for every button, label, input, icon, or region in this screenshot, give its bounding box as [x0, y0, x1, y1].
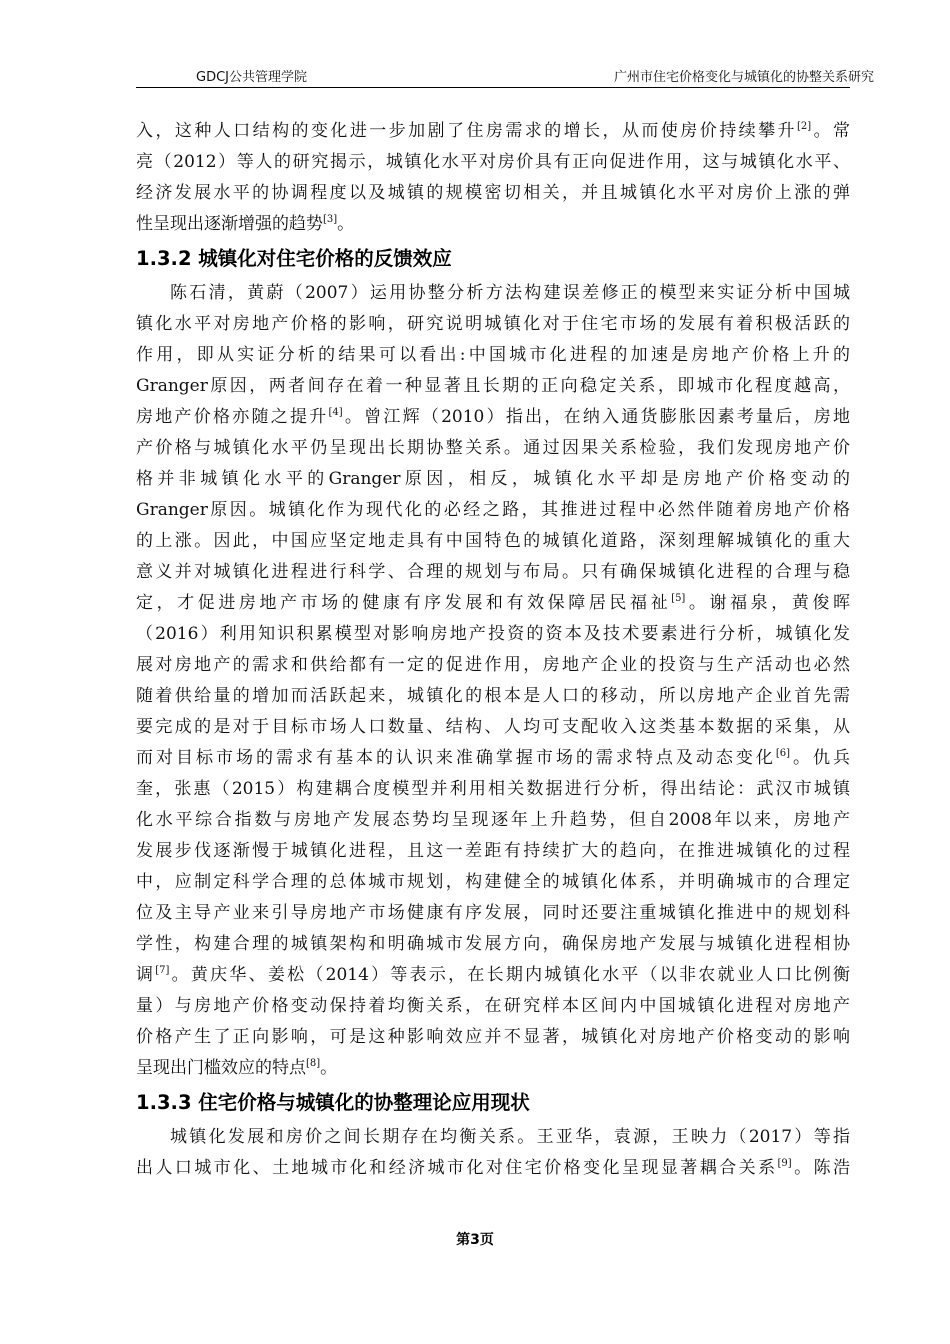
text-segment: 量）与房地产价格变动保持着均衡关系，在研究样本区间内中国城镇化进程对房地产 [136, 996, 850, 1016]
text-line [136, 867, 850, 898]
text-segment: 。 [320, 1058, 338, 1078]
text-line [136, 402, 850, 433]
citation-ref: [5] [671, 593, 686, 604]
text-segment: 格并非城镇化水平的Granger原因，相反，城镇化水平却是房地产价格变动的 [136, 469, 850, 489]
text-line [136, 805, 850, 836]
text-segment: 而对目标市场的需求有基本的认识来准确掌握市场的需求特点及动态变化 [136, 748, 776, 768]
text-segment: 展对房地产的需求和供给都有一定的促进作用，房地产企业的投资与生产活动也必然 [136, 655, 850, 675]
text-segment: 。谢福泉，黄俊晖 [685, 593, 851, 613]
text-segment: 化水平综合指数与房地产发展态势均呈现逐年上升趋势，但自2008年以来，房地产 [136, 810, 850, 830]
citation-ref: [9] [777, 1158, 792, 1169]
text-segment: 。常 [811, 121, 851, 141]
text-line [136, 278, 850, 309]
text-segment: 。仇兵 [790, 748, 851, 768]
text-line [136, 898, 850, 929]
text-line [136, 340, 850, 371]
text-segment: 性呈现出逐渐增强的趋势 [136, 214, 323, 234]
body-text [136, 116, 850, 1184]
text-line [136, 433, 850, 464]
citation-ref: [8] [306, 1058, 321, 1069]
text-segment: 产价格与城镇化水平仍呈现出长期协整关系。通过因果关系检验，我们发现房地产价 [136, 438, 850, 458]
text-segment: 中，应制定科学合理的总体城市规划，构建健全的城镇化体系，并明确城市的合理定 [136, 872, 850, 892]
text-segment: 房地产价格亦随之提升 [136, 407, 329, 427]
text-line [136, 1053, 850, 1084]
text-segment: 意义并对城镇化进程进行科学、合理的规划与布局。只有确保城镇化进程的合理与稳 [136, 562, 850, 582]
text-segment: 学性，构建合理的城镇架构和明确城市发展方向，确保房地产发展与城镇化进程相协 [136, 934, 850, 954]
text-segment: 。曾江辉（2010）指出，在纳入通货膨胀因素考量后，房地 [342, 407, 851, 427]
text-line [136, 1153, 850, 1184]
text-segment: 呈现出门槛效应的特点 [136, 1058, 306, 1078]
text-segment: Granger原因，两者间存在着一种显著且长期的正向稳定关系，即城市化程度越高， [136, 376, 850, 396]
text-segment: Granger原因。城镇化作为现代化的必经之路，其推进过程中必然伴随着房地产价格 [136, 500, 850, 520]
text-segment: 随着供给量的增加而活跃起来，城镇化的根本是人口的移动，所以房地产企业首先需 [136, 686, 850, 706]
text-line [136, 774, 850, 805]
text-segment: 位及主导产业来引导房地产市场健康有序发展，同时还要注重城镇化推进中的规划科 [136, 903, 850, 923]
citation-ref: [6] [775, 748, 791, 759]
text-line [136, 991, 850, 1022]
citation-ref: [4] [328, 407, 343, 418]
text-segment: 出人口城市化、土地城市化和经济城市化对住宅价格变化呈现显著耦合关系 [136, 1158, 778, 1178]
text-line [136, 464, 850, 495]
text-segment: 经济发展水平的协调程度以及城镇的规模密切相关，并且城镇化水平对房价上涨的弹 [136, 183, 850, 203]
section-heading: 1.3.2 城镇化对住宅价格的反馈效应 [136, 247, 452, 270]
text-line [136, 116, 850, 147]
header-institution: GDCJ公共管理学院 [196, 70, 307, 85]
text-segment: 。 [337, 214, 355, 234]
text-line [136, 650, 850, 681]
text-segment: 陈石清，黄蔚（2007）运用协整分析方法构建误差修正的模型来实证分析中国城 [170, 283, 850, 303]
header-title: 广州市住宅价格变化与城镇化的协整关系研究 [613, 70, 874, 85]
text-segment: 作用，即从实证分析的结果可以看出:中国城市化进程的加速是房地产价格上升的 [136, 345, 850, 365]
section-heading: 1.3.3 住宅价格与城镇化的协整理论应用现状 [136, 1091, 530, 1114]
text-segment: 调 [136, 965, 156, 985]
text-line [136, 209, 850, 240]
header-rule [136, 87, 850, 88]
text-segment: 入，这种人口结构的变化进一步加剧了住房需求的增长，从而使房价持续攀升 [136, 121, 797, 141]
text-segment: 城镇化发展和房价之间长期存在均衡关系。王亚华，袁源，王映力（2017）等指 [170, 1127, 850, 1147]
text-line [136, 1122, 850, 1153]
text-line [136, 681, 850, 712]
text-segment: 的上涨。因此，中国应坚定地走具有中国特色的城镇化道路，深刻理解城镇化的重大 [136, 531, 850, 551]
text-line [136, 557, 850, 588]
text-segment: 。陈浩 [791, 1158, 851, 1178]
text-line [136, 495, 850, 526]
citation-ref: [3] [323, 214, 338, 225]
text-line [136, 588, 850, 619]
text-line [136, 960, 850, 991]
text-line [136, 1022, 850, 1053]
text-line [136, 619, 850, 650]
text-line [136, 309, 850, 340]
text-segment: 亮（2012）等人的研究揭示，城镇化水平对房价具有正向促进作用，这与城镇化水平、 [136, 152, 850, 172]
text-line [136, 371, 850, 402]
text-segment: 要完成的是对于目标市场人口数量、结构、人均可支配收入这类基本数据的采集，从 [136, 717, 850, 737]
text-segment: 。黄庆华、姜松（2014）等表示，在长期内城镇化水平（以非农就业人口比例衡 [169, 965, 851, 985]
text-line [136, 836, 850, 867]
text-segment: （2016）利用知识积累模型对影响房地产投资的资本及技术要素进行分析，城镇化发 [136, 624, 850, 644]
text-line [136, 743, 850, 774]
citation-ref: [2] [796, 121, 812, 132]
text-line [136, 147, 850, 178]
text-segment: 奎，张惠（2015）构建耦合度模型并利用相关数据进行分析，得出结论：武汉市城镇 [136, 779, 850, 799]
citation-ref: [7] [155, 965, 170, 976]
text-segment: 定，才促进房地产市场的健康有序发展和有效保障居民福祉 [136, 593, 672, 613]
text-segment: 价格产生了正向影响，可是这种影响效应并不显著，城镇化对房地产价格变动的影响 [136, 1027, 850, 1047]
page-number: 第3页 [456, 1232, 494, 1248]
text-line [136, 178, 850, 209]
text-line [136, 526, 850, 557]
text-line [136, 712, 850, 743]
text-segment: 镇化水平对房地产价格的影响，研究说明城镇化对于住宅市场的发展有着积极活跃的 [136, 314, 850, 334]
text-segment: 发展步伐逐渐慢于城镇化进程，且这一差距有持续扩大的趋向，在推进城镇化的过程 [136, 841, 850, 861]
text-line [136, 929, 850, 960]
